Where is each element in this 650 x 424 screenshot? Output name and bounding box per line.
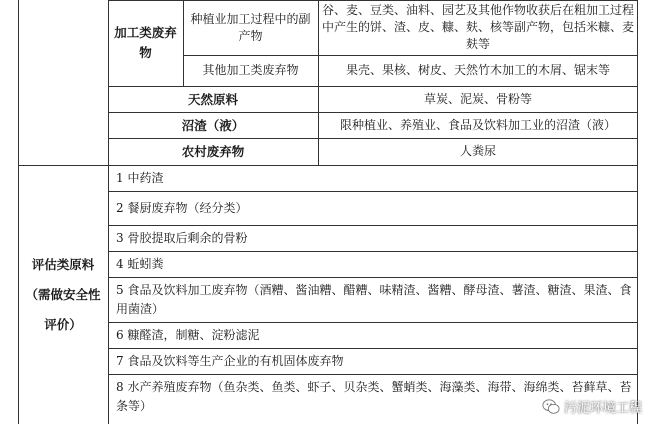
crop-byproduct-subtype: 种植业加工过程中的副产物 xyxy=(190,11,311,43)
evaluated-item-6: 6 糠醛渣，制糖、淀粉滤泥 xyxy=(116,327,260,342)
natural-materials-content: 草炭、泥炭、骨粉等 xyxy=(423,91,532,106)
biogas-residue-label: 沼渣（液） xyxy=(181,117,245,133)
evaluated-label-line1: 评估类原料 xyxy=(31,256,95,272)
other-processing-subtype: 其他加工类废弃物 xyxy=(202,63,299,77)
crop-byproduct-content: 谷、麦、豆类、油料、园艺及其他作物收获后在粗加工过程中产生的饼、渣、皮、糠、麸、核等副产物，包括米糠、麦麸等 xyxy=(322,3,635,51)
raw-materials-table xyxy=(18,0,638,424)
processing-waste-label: 加工类废弃物 xyxy=(114,25,177,60)
evaluated-item-2: 2 餐厨废弃物（经分类） xyxy=(116,200,248,215)
evaluated-item-1: 1 中药渣 xyxy=(116,170,164,185)
wechat-icon xyxy=(542,398,560,416)
biogas-residue-content: 限种植业、养殖业、食品及饮料加工业的沼渣（液） xyxy=(339,117,616,132)
other-processing-content: 果壳、果核、树皮、天然竹木加工的木屑、锯末等 xyxy=(345,63,610,77)
evaluated-item-5: 5 食品及饮料加工废弃物（酒糟、酱油糟、醋糟、味精渣、酱糟、酵母渣、薯渣、糖渣、果渣、食用菌渣） xyxy=(116,282,632,316)
evaluated-materials-label xyxy=(18,165,108,424)
evaluated-item-3: 3 骨胶提取后剩余的骨粉 xyxy=(116,230,248,245)
evaluated-item-8: 8 水产养殖废弃物（鱼杂类、鱼类、虾子、贝杂类、蟹蛸类、海藻类、海带、海绵类、苔藓草、苔条等） xyxy=(116,380,632,413)
evaluated-label-line3: 评价） xyxy=(44,316,82,332)
watermark xyxy=(542,397,642,416)
evaluated-item-7: 7 食品及饮料等生产企业的有机固体废弃物 xyxy=(116,353,344,368)
watermark-text: 污泥环境工程 xyxy=(563,401,642,416)
rural-waste-label: 农村废弃物 xyxy=(181,144,245,159)
evaluated-label-line2: （需做安全性 xyxy=(25,286,101,302)
rural-waste-content: 人粪尿 xyxy=(459,144,496,158)
natural-materials-label: 天然原料 xyxy=(187,91,238,107)
evaluated-item-4: 4 蚯蚓粪 xyxy=(116,256,164,271)
